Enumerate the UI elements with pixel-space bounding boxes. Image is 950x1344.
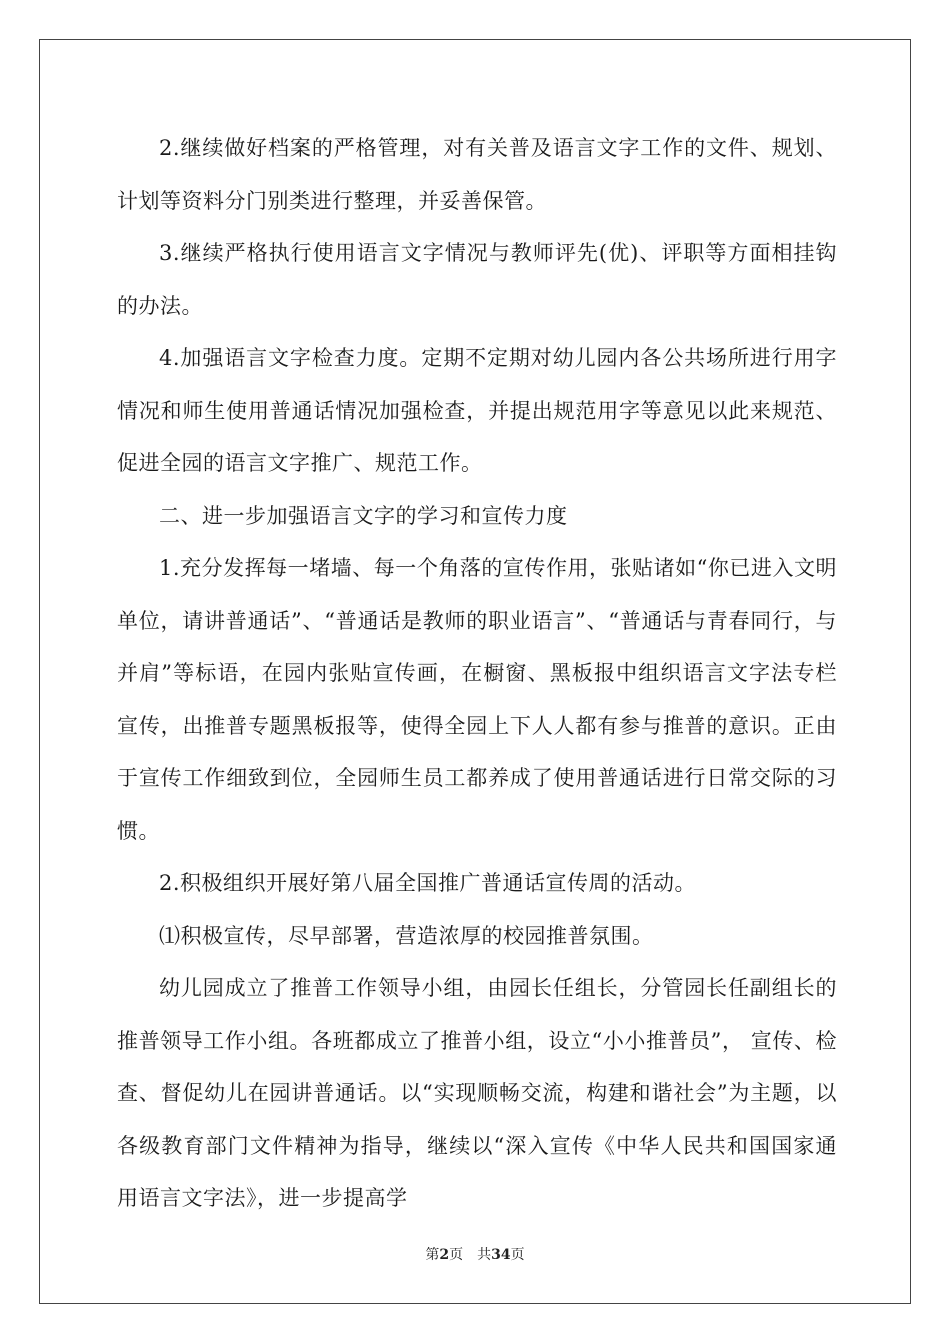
paragraph: 1.充分发挥每一堵墙、每一个角落的宣传作用，张贴诸如“你已进入文明单位，请讲普通话”、“普通话是教师的职业语言”、“普通话与青春同行，与并肩”等标语，在园内张贴宣传画，在橱窗、黑板报中组织语言文字法专栏宣传，出推普专题黑板报等，使得全园上下人人都有参与推普的意识。正由于宣传工作细致到位，全园师生员工都养成了使用普通话进行日常交际的习惯。 [117, 556, 837, 843]
total-prefix: 共 [477, 1247, 492, 1263]
page-number: 2 [439, 1247, 450, 1263]
paragraph: ⑴积极宣传，尽早部署，营造浓厚的校园推普氛围。 [159, 923, 654, 948]
page-unit: 页 [449, 1247, 464, 1263]
paragraph: 2.积极组织开展好第八届全国推广普通话宣传周的活动。 [159, 871, 697, 895]
total-unit: 页 [510, 1247, 525, 1263]
total-pages: 34 [491, 1247, 511, 1263]
document-body [117, 122, 837, 1225]
page-footer [0, 1244, 950, 1264]
paragraph: 3.继续严格执行使用语言文字情况与教师评先(优)、评职等方面相挂钩的办法。 [117, 241, 837, 318]
paragraph: 2.继续做好档案的严格管理，对有关普及语言文字工作的文件、规划、计划等资料分门别类进行整理，并妥善保管。 [117, 136, 837, 213]
page-prefix: 第 [425, 1247, 440, 1263]
section-heading: 二、进一步加强语言文字的学习和宣传力度 [159, 503, 568, 528]
paragraph: 4.加强语言文字检查力度。定期不定期对幼儿园内各公共场所进行用字情况和师生使用普通话情况加强检查，并提出规范用字等意见以此来规范、促进全园的语言文字推广、规范工作。 [117, 346, 837, 475]
paragraph: 幼儿园成立了推普工作领导小组，由园长任组长，分管园长任副组长的推普领导工作小组。各班都成立了推普小组，设立“小小推普员”， 宣传、检查、督促幼儿在园讲普通话。以“实现顺畅交流，构建和谐社会”为主题，以各级教育部门文件精神为指导，继续以“深入宣传《中华人民共和国国家通用语言文字法》，进一步提高学 [117, 976, 837, 1210]
